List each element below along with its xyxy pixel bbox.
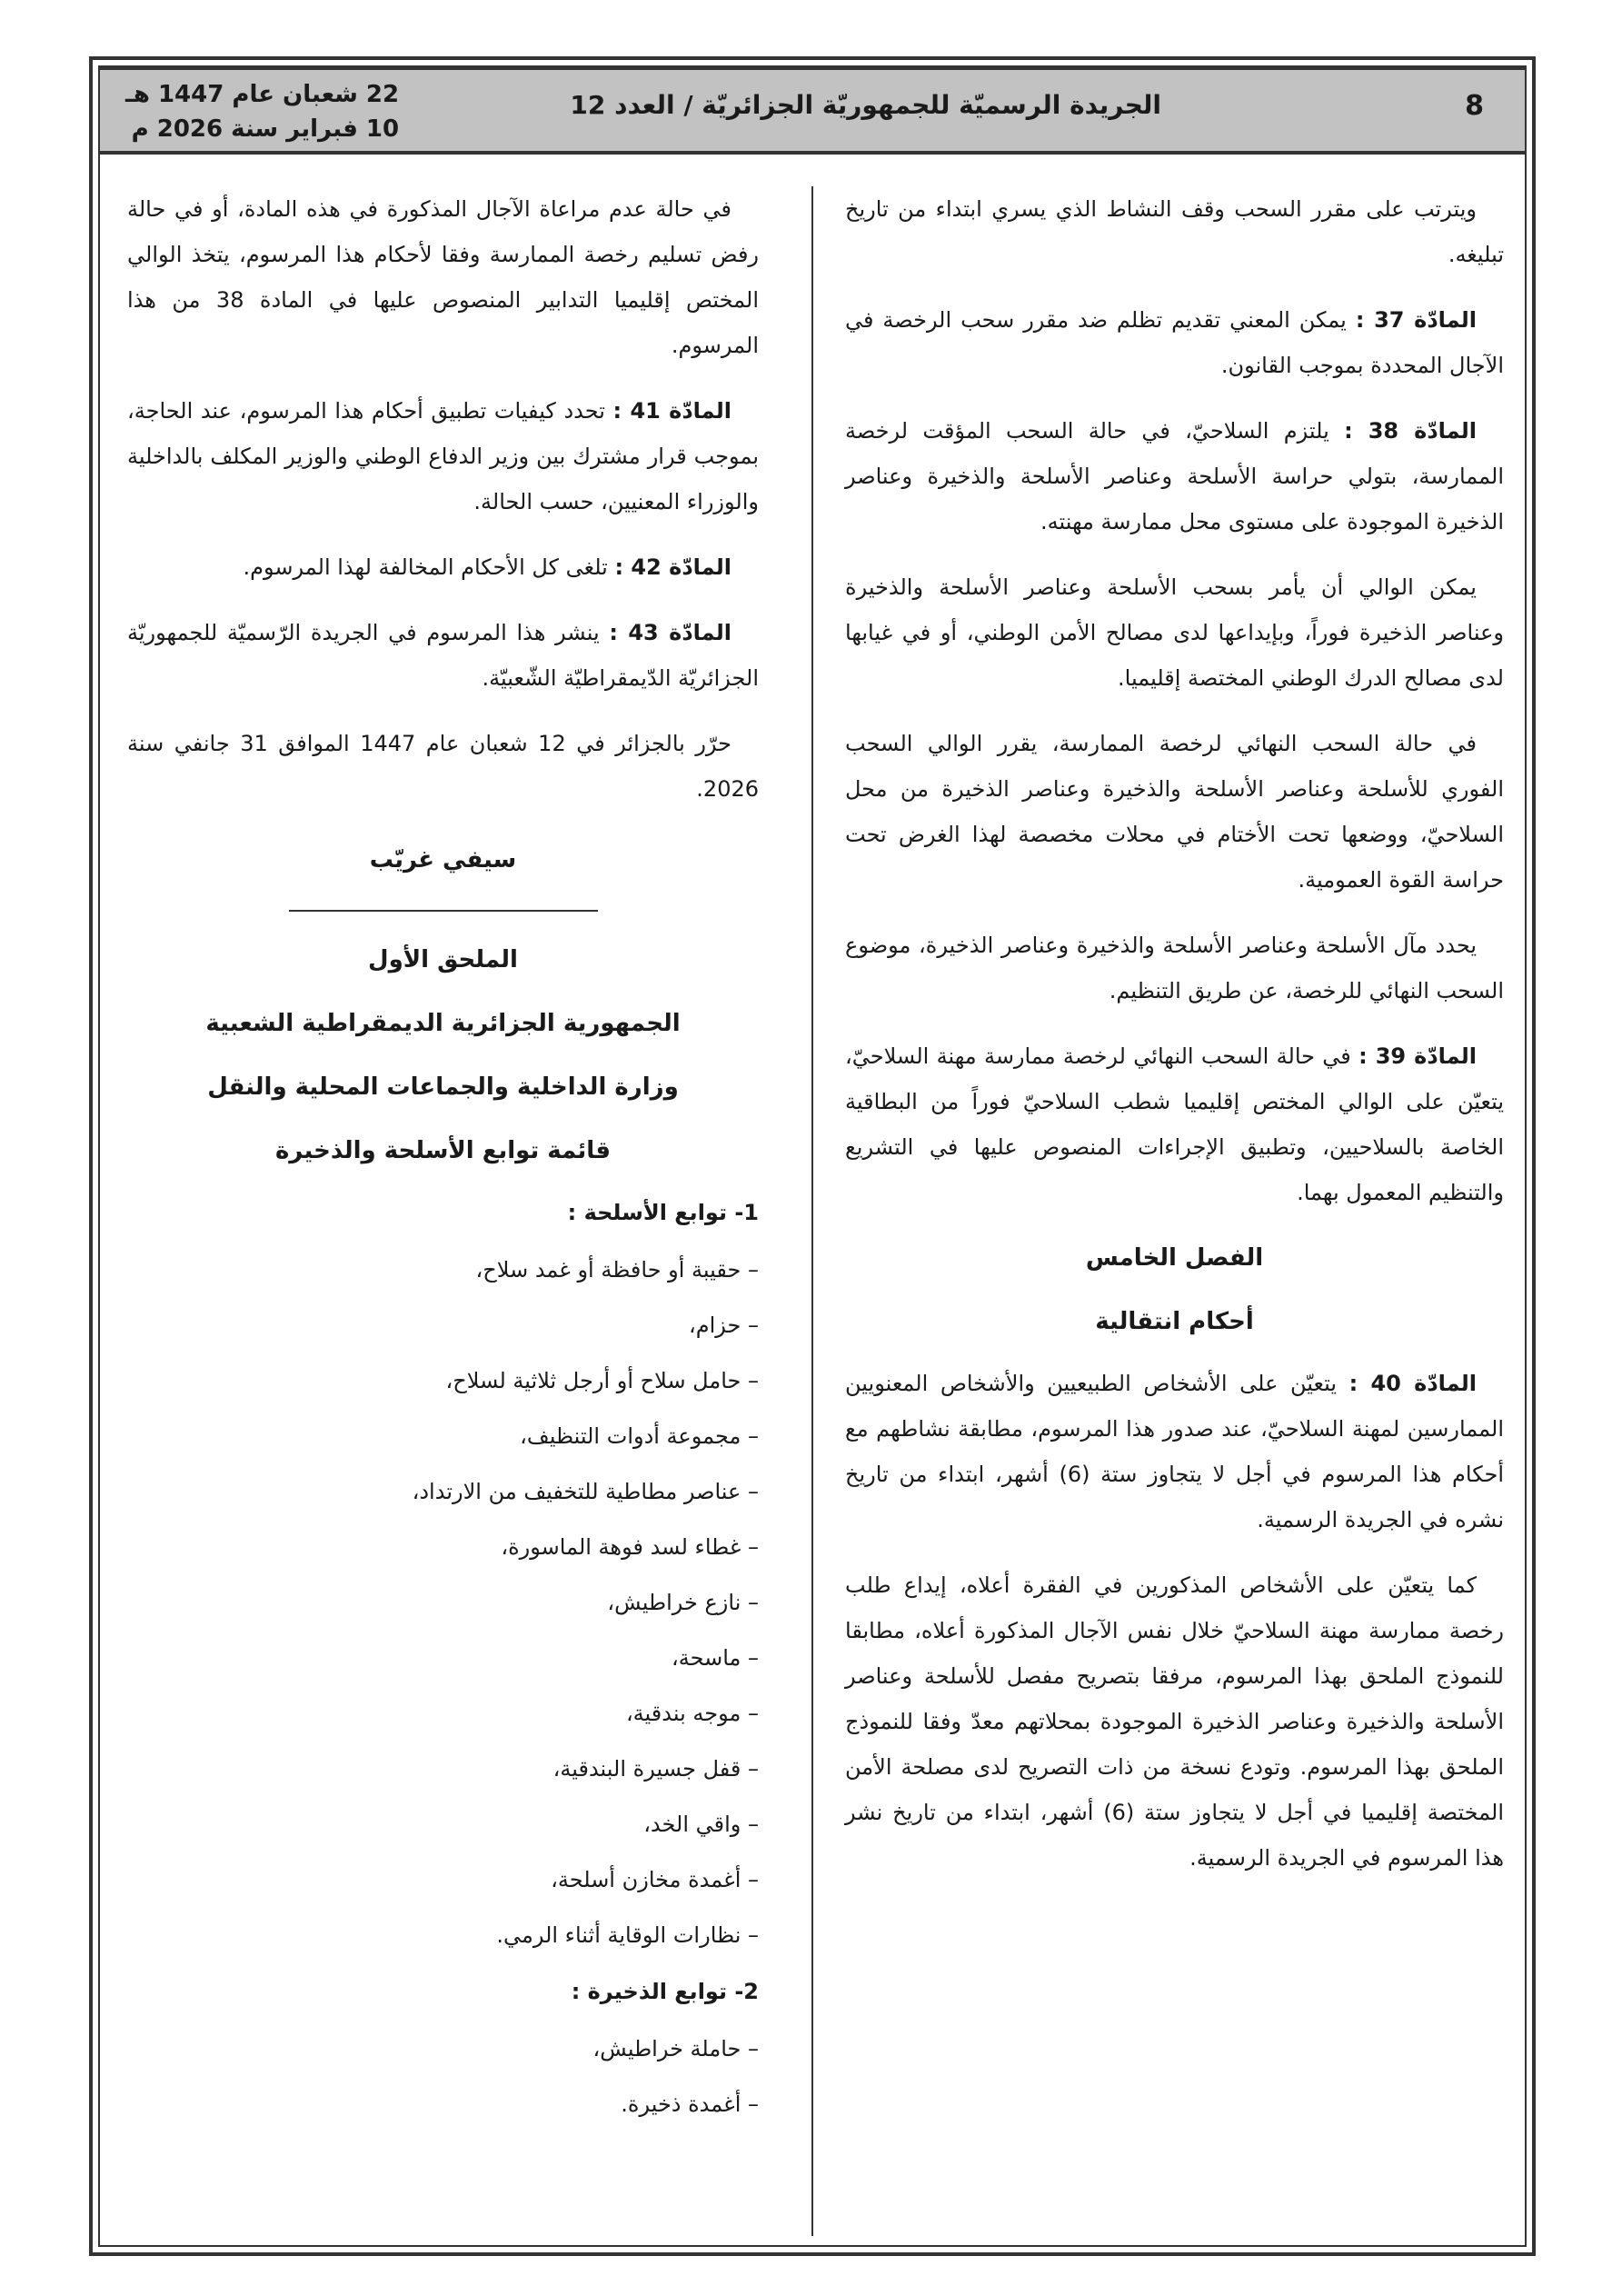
paragraph — [127, 186, 759, 368]
paragraph-text: يلتزم السلاحيّ، في حالة السحب المؤقت لرخصة الممارسة، بتولي حراسة الأسلحة وعناصر الأسلحة والذخيرة وعناصر الذخيرة الموجودة على مستوى محل ممارسة مهنته. — [845, 418, 1504, 534]
paragraph-text: ويترتب على مقرر السحب وقف النشاط الذي يسري ابتداء من تاريخ تبليغه. — [845, 196, 1504, 267]
column-divider — [811, 186, 813, 2236]
paragraph-text: يمكن الوالي أن يأمر بسحب الأسلحة وعناصر الأسلحة والذخيرة وعناصر الذخيرة فوراً، وبإيداعها لدى مصالح الأمن الوطني، أو في غيابها لدى مصالح الدرك الوطني المختصة إقليميا. — [845, 574, 1504, 691]
paragraph-text: تحدد كيفيات تطبيق أحكام هذا المرسوم، عند الحاجة، بموجب قرار مشترك بين وزير الدفاع الوطني والوزير المكلف بالداخلية والوزراء المعنيين، حسب الحالة. — [127, 398, 759, 514]
list-item: – مجموعة أدوات التنظيف، — [520, 1423, 759, 1449]
article-label: المادّة 37 : — [1355, 307, 1477, 333]
paragraph-text: تلغى كل الأحكام المخالفة لهذا المرسوم. — [243, 554, 615, 580]
page-number: 8 — [1465, 90, 1484, 122]
weapons-accessories-list — [127, 1243, 759, 1963]
list-item: – أغمدة مخازن أسلحة، — [551, 1867, 759, 1892]
paragraph — [127, 721, 759, 812]
list-item: – نازع خراطيش، — [607, 1590, 759, 1615]
republic-name: الجمهورية الجزائرية الديمقراطية الشعبية — [205, 1010, 681, 1037]
list-item: – واقي الخد، — [643, 1812, 759, 1837]
chapter-title: الفصل الخامس — [1085, 1244, 1264, 1272]
hijri-date: 22 شعبان عام 1447 هـ — [125, 81, 400, 108]
paragraph — [845, 297, 1504, 388]
paragraph — [845, 721, 1504, 903]
list-title: قائمة توابع الأسلحة والذخيرة — [274, 1137, 612, 1164]
list-item: – قفل جسيرة البندقية، — [552, 1756, 759, 1782]
left-column — [127, 186, 759, 2132]
paragraph — [845, 408, 1504, 544]
paragraph — [127, 610, 759, 701]
list-item: – حاملة خراطيش، — [592, 2036, 759, 2061]
paragraph-text: في حالة السحب النهائي لرخصة ممارسة مهنة السلاحيّ، يتعيّن على الوالي المختص إقليميا شطب السلاحيّ فوراً من البطاقية الخاصة بالسلاحيين، وتطبيق الإجراءات المنصوص عليها في التشريع والتنظيم المعمول بهما. — [845, 1043, 1504, 1205]
ammo-accessories-list — [127, 2021, 759, 2132]
list-item: – أغمدة ذخيرة. — [621, 2091, 759, 2117]
articles-36-39 — [845, 186, 1504, 1215]
paragraph — [845, 564, 1504, 701]
article-label: المادّة 42 : — [614, 554, 731, 580]
paragraph-text: يمكن المعني تقديم تظلم ضد مقرر سحب الرخصة في الآجال المحددة بموجب القانون. — [845, 307, 1504, 378]
right-column — [845, 186, 1504, 1901]
chapter-subtitle: أحكام انتقالية — [1095, 1308, 1254, 1335]
paragraph-text: يحدد مآل الأسلحة وعناصر الأسلحة والذخيرة وعناصر الذخيرة، موضوع السحب النهائي للرخصة، عن طريق التنظيم. — [845, 933, 1504, 1003]
paragraph-text: يتعيّن على الأشخاص الطبيعيين والأشخاص المعنويين الممارسين لمهنة السلاحيّ، عند صدور هذا المرسوم، مطابقة نشاطهم مع أحكام هذا المرسوم في أجل لا يتجاوز ستة (6) أشهر، ابتداء من تاريخ نشره في الجريدة الرسمية. — [845, 1371, 1504, 1532]
list-item: – غطاء لسد فوهة الماسورة، — [501, 1534, 759, 1560]
paragraph — [127, 388, 759, 524]
list-item: – حامل سلاح أو أرجل ثلاثية لسلاح، — [445, 1368, 759, 1393]
list-item: – حقيبة أو حافظة أو غمد سلاح، — [475, 1257, 759, 1283]
weapons-accessories-heading: 1- توابع الأسلحة : — [567, 1200, 759, 1225]
article-label: المادّة 43 : — [609, 620, 732, 645]
article-label: المادّة 39 : — [1358, 1043, 1477, 1069]
article-40 — [845, 1361, 1504, 1881]
ministry-name: وزارة الداخلية والجماعات المحلية والنقل — [207, 1073, 679, 1101]
journal-title: الجريدة الرسميّة للجمهوريّة الجزائريّة / العدد 12 — [570, 90, 1161, 120]
list-item: – موجه بندقية، — [625, 1701, 759, 1726]
signature: سيفي غريّب — [369, 846, 517, 873]
article-label: المادّة 40 : — [1348, 1371, 1477, 1396]
article-label: المادّة 41 : — [612, 398, 731, 424]
paragraph — [845, 1562, 1504, 1881]
paragraph — [127, 544, 759, 590]
paragraph-text: ينشر هذا المرسوم في الجريدة الرّسميّة للجمهوريّة الجزائريّة الدّيمقراطيّة الشّعبيّة. — [127, 620, 759, 691]
ammo-accessories-heading: 2- توابع الذخيرة : — [571, 1979, 759, 2004]
list-item: – حزام، — [689, 1313, 759, 1338]
list-item: – ماسحة، — [671, 1645, 759, 1671]
paragraph-text: في حالة السحب النهائي لرخصة الممارسة، يقرر الوالي السحب الفوري للأسلحة وعناصر الأسلحة والذخيرة وعناصر الذخيرة من محل السلاحيّ، ووضعها تحت الأختام في محلات مخصصة لهذا الغرض تحت حراسة القوة العمومية. — [845, 731, 1504, 893]
article-label: المادّة 38 : — [1344, 418, 1477, 444]
paragraph-text: كما يتعيّن على الأشخاص المذكورين في الفقرة أعلاه، إيداع طلب رخصة ممارسة مهنة السلاحيّ خلال نفس الآجال المذكورة أعلاه، مطابقا للنموذج الملحق بهذا المرسوم، مرفقا بتصريح مفصل للأسلحة وعناصر الأسلحة والذخيرة وعناصر الذخيرة الموجودة بمحلاتهم معدّ وفقا للنموذج الملحق بهذا المرسوم. وتودع نسخة من ذات التصريح لدى مصلحة الأمن المختصة إقليميا في أجل لا يتجاوز ستة (6) أشهر، ابتداء من تاريخ نشر هذا المرسوم في الجريدة الرسمية. — [845, 1572, 1505, 1871]
paragraph — [845, 1033, 1504, 1215]
paragraph — [845, 1361, 1504, 1542]
articles-40-43 — [127, 186, 759, 812]
issue-date — [125, 77, 399, 146]
gregorian-date: 10 فبراير سنة 2026 م — [131, 115, 400, 143]
paragraph-text: حرّر بالجزائر في 12 شعبان عام 1447 الموافق 31 جانفي سنة 2026. — [127, 731, 759, 802]
list-item: – عناصر مطاطية للتخفيف من الارتداد، — [412, 1479, 759, 1504]
separator-rule — [289, 910, 598, 912]
annex-title: الملحق الأول — [368, 946, 518, 973]
paragraph — [845, 923, 1504, 1013]
paragraph-text: في حالة عدم مراعاة الآجال المذكورة في هذه المادة، أو في حالة رفض تسليم رخصة الممارسة وفقا لأحكام هذا المرسوم، يتخذ الوالي المختص إقليميا التدابير المنصوص عليها في المادة 38 من هذا المرسوم. — [127, 196, 760, 358]
page-header — [100, 67, 1525, 155]
paragraph — [845, 186, 1504, 277]
list-item: – نظارات الوقاية أثناء الرمي. — [496, 1922, 759, 1948]
